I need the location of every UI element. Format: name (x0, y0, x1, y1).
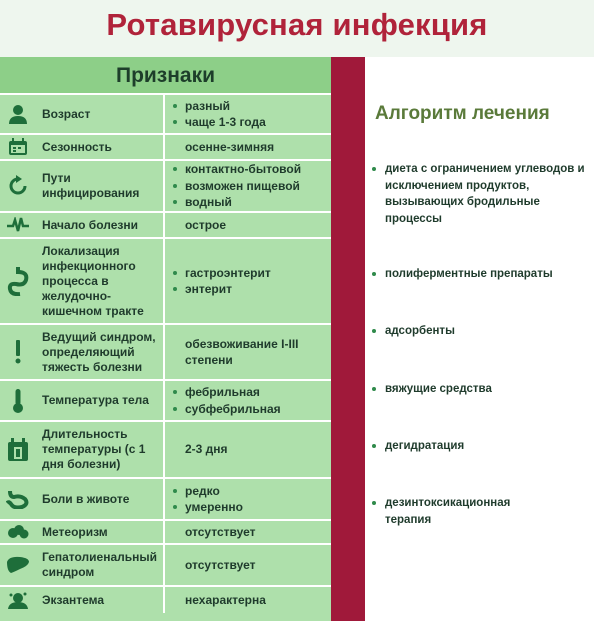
table-row (0, 479, 331, 521)
row-label: Метеоризм (36, 521, 165, 543)
row-value: острое (185, 217, 227, 232)
treatment-item: дегидратация (371, 438, 589, 455)
signs-header: Признаки (0, 57, 331, 95)
row-value (165, 239, 331, 323)
row-label: Возраст (36, 95, 165, 133)
value-item: умеренно (173, 499, 327, 516)
row-value (165, 161, 331, 211)
value-item: чаще 1-3 года (173, 114, 327, 131)
value-item: субфебрильная (173, 401, 327, 418)
table-row (0, 213, 331, 239)
stomach-icon (0, 479, 36, 519)
exclamation-icon (0, 325, 36, 379)
table-row (0, 587, 331, 613)
table-row (0, 545, 331, 587)
calendar-clock-icon (0, 422, 36, 477)
treatment-item: диета с ограничением углеводов и исключением продуктов, вызывающих бродильные процессы (371, 161, 589, 227)
treatment-item: дезинтоксикационная терапия (371, 495, 541, 528)
bloating-icon (0, 521, 36, 543)
liver-icon (0, 545, 36, 585)
value-item: гастроэнтерит (173, 265, 327, 282)
row-label: Пути инфицирования (36, 161, 165, 211)
row-value: нехарактерна (185, 592, 266, 607)
treatment-title: Алгоритм лечения (375, 103, 550, 124)
row-label: Длительность температуры (с 1 дня болезни) (36, 422, 165, 477)
treatment-panel (365, 57, 594, 621)
treatment-item: адсорбенты (371, 323, 589, 340)
table-row (0, 239, 331, 325)
treatment-item: полиферментные препараты (371, 266, 589, 283)
table-row (0, 135, 331, 161)
row-value: 2-3 дня (185, 442, 228, 457)
divider-stripe (331, 57, 365, 621)
row-label: Сезонность (36, 135, 165, 159)
page-title: Ротавирусная инфекция (106, 7, 488, 42)
rash-icon (0, 587, 36, 613)
thermometer-icon (0, 381, 36, 420)
intestine-icon (0, 239, 36, 323)
row-label: Температура тела (36, 381, 165, 420)
row-value: отсутствует (185, 524, 256, 539)
table-row (0, 381, 331, 422)
value-item: редко (173, 483, 327, 500)
row-value: обезвоживание I-III степени (185, 336, 299, 367)
table-row (0, 521, 331, 545)
row-label: Экзантема (36, 587, 165, 613)
row-value (165, 381, 331, 420)
value-item: возможен пищевой (173, 178, 327, 195)
calendar-icon (0, 135, 36, 159)
row-value: отсутствует (185, 557, 256, 572)
value-item: энтерит (173, 281, 327, 298)
person-icon (0, 95, 36, 133)
treatment-item: вяжущие средства (371, 381, 589, 398)
row-value (165, 95, 331, 133)
value-item: контактно-бытовой (173, 161, 327, 178)
row-label: Начало болезни (36, 213, 165, 237)
table-row (0, 422, 331, 479)
row-value (165, 479, 331, 519)
value-item: разный (173, 98, 327, 115)
row-label: Гепатолиенальный синдром (36, 545, 165, 585)
value-item: водный (173, 194, 327, 211)
table-row (0, 95, 331, 135)
table-row (0, 161, 331, 213)
row-value: осенне-зимняя (185, 139, 275, 154)
table-row (0, 325, 331, 381)
cycle-arrow-icon (0, 161, 36, 211)
row-label: Локализация инфекционного процесса в желудочно-кишечном тракте (36, 239, 165, 323)
pulse-icon (0, 213, 36, 237)
signs-panel (0, 57, 331, 621)
row-label: Боли в животе (36, 479, 165, 519)
row-label: Ведущий синдром, определяющий тяжесть болезни (36, 325, 165, 379)
value-item: фебрильная (173, 384, 327, 401)
